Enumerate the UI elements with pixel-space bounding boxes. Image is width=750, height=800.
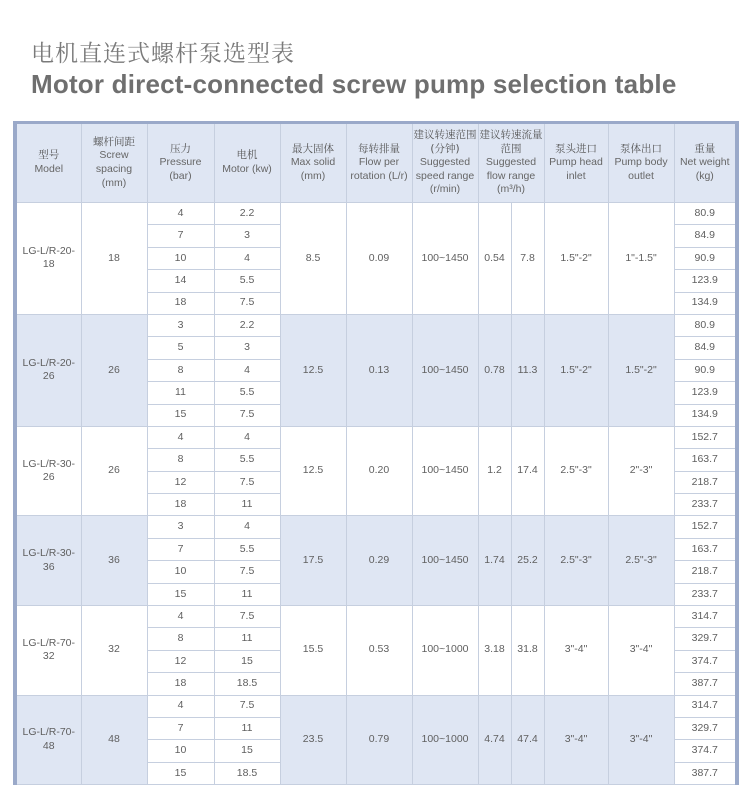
- pressure-cell: 12: [147, 650, 214, 672]
- pressure-cell: 15: [147, 762, 214, 784]
- model-cell: LG-L/R-30-36: [15, 516, 81, 606]
- pressure-cell: 4: [147, 695, 214, 717]
- pressure-cell: 7: [147, 225, 214, 247]
- net-weight-cell: 90.9: [674, 247, 737, 269]
- net-weight-cell: 218.7: [674, 561, 737, 583]
- motor-cell: 4: [214, 516, 280, 538]
- header-max-solid: 最大固体 Max solid (mm): [280, 123, 346, 203]
- table-row: [15, 695, 737, 717]
- header-pump-head-inlet: 泵头进口 Pump head inlet: [544, 123, 608, 203]
- max-solid-cell: 15.5: [280, 606, 346, 696]
- pressure-cell: 3: [147, 516, 214, 538]
- net-weight-cell: 152.7: [674, 516, 737, 538]
- net-weight-cell: 152.7: [674, 426, 737, 448]
- pressure-cell: 10: [147, 740, 214, 762]
- speed-range-cell: 100~1000: [412, 695, 478, 785]
- net-weight-cell: 374.7: [674, 650, 737, 672]
- pressure-cell: 15: [147, 583, 214, 605]
- speed-range-cell: 100~1450: [412, 314, 478, 426]
- pressure-cell: 4: [147, 606, 214, 628]
- net-weight-cell: 163.7: [674, 538, 737, 560]
- pressure-cell: 10: [147, 247, 214, 269]
- motor-cell: 7.5: [214, 606, 280, 628]
- net-weight-cell: 374.7: [674, 740, 737, 762]
- model-cell: LG-L/R-70-48: [15, 695, 81, 785]
- speed-range-cell: 100~1000: [412, 606, 478, 696]
- net-weight-cell: 233.7: [674, 494, 737, 516]
- table-row: [15, 606, 737, 628]
- pump-head-inlet-cell: 1.5"-2": [544, 203, 608, 315]
- motor-cell: 4: [214, 247, 280, 269]
- net-weight-cell: 90.9: [674, 359, 737, 381]
- pressure-cell: 11: [147, 382, 214, 404]
- speed-range-cell: 100~1450: [412, 203, 478, 315]
- header-flow-range: 建议转速流量范围 Suggested flow range (m³/h): [478, 123, 544, 203]
- flow-per-rotation-cell: 0.13: [346, 314, 412, 426]
- motor-cell: 4: [214, 359, 280, 381]
- net-weight-cell: 134.9: [674, 404, 737, 426]
- model-cell: LG-L/R-20-26: [15, 314, 81, 426]
- flow-per-rotation-cell: 0.09: [346, 203, 412, 315]
- motor-cell: 7.5: [214, 695, 280, 717]
- net-weight-cell: 218.7: [674, 471, 737, 493]
- speed-range-cell: 100~1450: [412, 426, 478, 516]
- header-screw-spacing: 螺杆间距 Screw spacing (mm): [81, 123, 147, 203]
- pump-body-outlet-cell: 3"-4": [608, 606, 674, 696]
- net-weight-cell: 314.7: [674, 695, 737, 717]
- motor-cell: 7.5: [214, 404, 280, 426]
- net-weight-cell: 84.9: [674, 337, 737, 359]
- motor-cell: 11: [214, 628, 280, 650]
- motor-cell: 15: [214, 650, 280, 672]
- max-solid-cell: 12.5: [280, 426, 346, 516]
- model-cell: LG-L/R-20-18: [15, 203, 81, 315]
- screw-spacing-cell: 26: [81, 426, 147, 516]
- pressure-cell: 4: [147, 426, 214, 448]
- pressure-cell: 18: [147, 494, 214, 516]
- header-pump-body-outlet: 泵体出口 Pump body outlet: [608, 123, 674, 203]
- net-weight-cell: 80.9: [674, 203, 737, 225]
- flow-per-rotation-cell: 0.79: [346, 695, 412, 785]
- pump-head-inlet-cell: 2.5"-3": [544, 516, 608, 606]
- motor-cell: 11: [214, 717, 280, 739]
- net-weight-cell: 134.9: [674, 292, 737, 314]
- flow-min-cell: 1.74: [478, 516, 511, 606]
- screw-spacing-cell: 48: [81, 695, 147, 785]
- table-row: [15, 516, 737, 538]
- screw-spacing-cell: 18: [81, 203, 147, 315]
- pump-body-outlet-cell: 1"-1.5": [608, 203, 674, 315]
- motor-cell: 4: [214, 426, 280, 448]
- pressure-cell: 18: [147, 673, 214, 695]
- pressure-cell: 15: [147, 404, 214, 426]
- motor-cell: 15: [214, 740, 280, 762]
- motor-cell: 5.5: [214, 449, 280, 471]
- flow-min-cell: 0.78: [478, 314, 511, 426]
- flow-min-cell: 0.54: [478, 203, 511, 315]
- pressure-cell: 8: [147, 628, 214, 650]
- max-solid-cell: 23.5: [280, 695, 346, 785]
- flow-per-rotation-cell: 0.20: [346, 426, 412, 516]
- motor-cell: 11: [214, 494, 280, 516]
- header-motor: 电机 Motor (kw): [214, 123, 280, 203]
- pressure-cell: 10: [147, 561, 214, 583]
- net-weight-cell: 84.9: [674, 225, 737, 247]
- pressure-cell: 7: [147, 717, 214, 739]
- motor-cell: 5.5: [214, 382, 280, 404]
- motor-cell: 2.2: [214, 314, 280, 336]
- page-title-chinese: 电机直连式螺杆泵选型表: [31, 41, 295, 67]
- flow-min-cell: 1.2: [478, 426, 511, 516]
- pump-body-outlet-cell: 1.5"-2": [608, 314, 674, 426]
- pump-head-inlet-cell: 2.5"-3": [544, 426, 608, 516]
- selection-table: [13, 121, 739, 785]
- pump-body-outlet-cell: 2"-3": [608, 426, 674, 516]
- pressure-cell: 8: [147, 359, 214, 381]
- speed-range-cell: 100~1450: [412, 516, 478, 606]
- model-cell: LG-L/R-70-32: [15, 606, 81, 696]
- header-pressure: 压力 Pressure (bar): [147, 123, 214, 203]
- pump-head-inlet-cell: 1.5"-2": [544, 314, 608, 426]
- pressure-cell: 12: [147, 471, 214, 493]
- table-row: [15, 203, 737, 225]
- pressure-cell: 14: [147, 270, 214, 292]
- pressure-cell: 3: [147, 314, 214, 336]
- flow-max-cell: 17.4: [511, 426, 544, 516]
- pump-body-outlet-cell: 3"-4": [608, 695, 674, 785]
- motor-cell: 5.5: [214, 270, 280, 292]
- net-weight-cell: 387.7: [674, 673, 737, 695]
- motor-cell: 11: [214, 583, 280, 605]
- screw-spacing-cell: 26: [81, 314, 147, 426]
- net-weight-cell: 387.7: [674, 762, 737, 784]
- net-weight-cell: 163.7: [674, 449, 737, 471]
- motor-cell: 7.5: [214, 471, 280, 493]
- header-net-weight: 重量 Net weight (kg): [674, 123, 737, 203]
- net-weight-cell: 123.9: [674, 270, 737, 292]
- net-weight-cell: 329.7: [674, 717, 737, 739]
- motor-cell: 2.2: [214, 203, 280, 225]
- max-solid-cell: 17.5: [280, 516, 346, 606]
- motor-cell: 7.5: [214, 292, 280, 314]
- flow-per-rotation-cell: 0.29: [346, 516, 412, 606]
- pump-head-inlet-cell: 3"-4": [544, 695, 608, 785]
- motor-cell: 5.5: [214, 538, 280, 560]
- header-model: 型号 Model: [15, 123, 81, 203]
- max-solid-cell: 8.5: [280, 203, 346, 315]
- pressure-cell: 4: [147, 203, 214, 225]
- net-weight-cell: 233.7: [674, 583, 737, 605]
- flow-max-cell: 31.8: [511, 606, 544, 696]
- motor-cell: 18.5: [214, 762, 280, 784]
- flow-min-cell: 4.74: [478, 695, 511, 785]
- page-title-english: Motor direct-connected screw pump selection table: [31, 69, 677, 99]
- screw-spacing-cell: 32: [81, 606, 147, 696]
- net-weight-cell: 314.7: [674, 606, 737, 628]
- motor-cell: 18.5: [214, 673, 280, 695]
- pressure-cell: 8: [147, 449, 214, 471]
- table-row: [15, 426, 737, 448]
- flow-max-cell: 47.4: [511, 695, 544, 785]
- motor-cell: 3: [214, 337, 280, 359]
- flow-min-cell: 3.18: [478, 606, 511, 696]
- pump-head-inlet-cell: 3"-4": [544, 606, 608, 696]
- screw-spacing-cell: 36: [81, 516, 147, 606]
- motor-cell: 7.5: [214, 561, 280, 583]
- header-speed-range: 建议转速范围(分钟) Suggested speed range (r/min): [412, 123, 478, 203]
- table-header-row: [15, 123, 737, 203]
- max-solid-cell: 12.5: [280, 314, 346, 426]
- table-body: [15, 203, 737, 785]
- flow-max-cell: 7.8: [511, 203, 544, 315]
- pump-body-outlet-cell: 2.5"-3": [608, 516, 674, 606]
- pressure-cell: 7: [147, 538, 214, 560]
- motor-cell: 3: [214, 225, 280, 247]
- table-row: [15, 314, 737, 336]
- net-weight-cell: 329.7: [674, 628, 737, 650]
- flow-max-cell: 11.3: [511, 314, 544, 426]
- header-flow-per-rotation: 每转排量 Flow per rotation (L/r): [346, 123, 412, 203]
- flow-max-cell: 25.2: [511, 516, 544, 606]
- model-cell: LG-L/R-30-26: [15, 426, 81, 516]
- net-weight-cell: 80.9: [674, 314, 737, 336]
- flow-per-rotation-cell: 0.53: [346, 606, 412, 696]
- net-weight-cell: 123.9: [674, 382, 737, 404]
- pressure-cell: 5: [147, 337, 214, 359]
- pressure-cell: 18: [147, 292, 214, 314]
